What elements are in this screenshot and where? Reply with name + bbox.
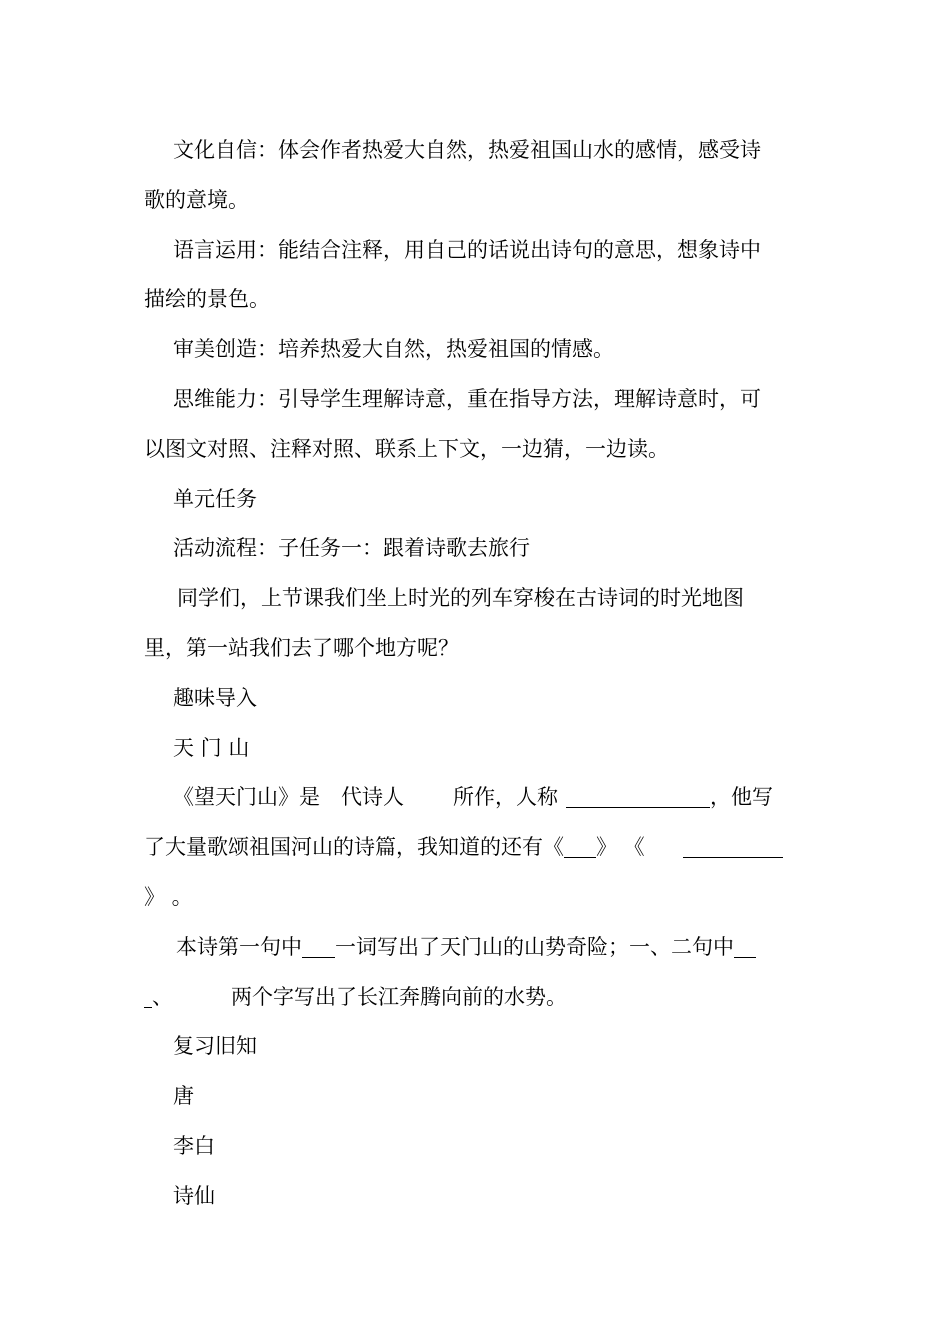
fill-question-2-line2 <box>144 973 807 1023</box>
blank-word[interactable] <box>302 933 335 958</box>
blank-poem-1[interactable] <box>564 833 596 858</box>
answer-dynasty: 唐 <box>173 1084 194 1109</box>
fill1-text-f: 》 《 <box>596 835 645 860</box>
answer-title: 诗仙 <box>173 1183 215 1208</box>
fill1-text-c: 所作，人称 <box>453 785 558 810</box>
unit-task-heading: 单元任务 <box>173 486 257 511</box>
review-heading: 复习旧知 <box>173 1034 257 1059</box>
fill2-text-c: 、 <box>152 984 173 1009</box>
fun-intro-heading: 趣味导入 <box>173 685 257 710</box>
fill-question-2-line1 <box>144 923 807 973</box>
fill1-text-e: 了大量歌颂祖国河山的诗篇，我知道的还有《 <box>144 835 564 860</box>
goal-aesthetic: 审美创造：培养热爱大自然，热爱祖国的情感。 <box>173 337 614 362</box>
intro-line2: 里，第一站我们去了哪个地方呢？ <box>144 635 459 660</box>
blank-char-2[interactable] <box>144 983 152 1008</box>
goal-culture-line1: 文化自信：体会作者热爱大自然，热爱祖国山水的感情，感受诗 <box>173 138 761 162</box>
blank-poem-2[interactable] <box>683 833 783 858</box>
answer-poet: 李白 <box>173 1133 215 1158</box>
document-body <box>144 126 807 1222</box>
activity-flow: 活动流程：子任务一：跟着诗歌去旅行 <box>173 536 530 561</box>
goal-thinking-line2: 以图文对照、注释对照、联系上下文，一边猜，一边读。 <box>144 436 669 461</box>
goal-culture-line2: 歌的意境。 <box>144 187 249 212</box>
fill2-text-a: 本诗第一句中 <box>176 934 302 959</box>
fill1-text-d: ，他写 <box>710 785 773 810</box>
fill2-text-d: 两个字写出了长江奔腾向前的水势。 <box>231 984 567 1009</box>
fill1-text-b: 代诗人 <box>341 785 404 810</box>
mountain-title: 天 门 山 <box>173 735 250 760</box>
goal-language-line1: 语言运用：能结合注释，用自己的话说出诗句的意思，想象诗中 <box>173 237 761 262</box>
blank-nickname[interactable] <box>566 783 710 808</box>
goal-thinking-line1: 思维能力：引导学生理解诗意，重在指导方法，理解诗意时，可 <box>173 386 761 411</box>
intro-line1: 同学们，上节课我们坐上时光的列车穿梭在古诗词的时光地图 <box>177 586 744 611</box>
fill1-text-a: 《望天门山》是 <box>173 785 320 810</box>
fill2-text-b: 一词写出了天门山的山势奇险；一、二句中 <box>335 934 734 959</box>
fill-question-1-line2 <box>144 823 807 873</box>
blank-char-1[interactable] <box>734 933 756 958</box>
goal-language-line2: 描绘的景色。 <box>144 287 270 312</box>
fill-question-1-line1 <box>144 773 807 823</box>
fill-question-1-line3: 》 。 <box>144 884 193 909</box>
